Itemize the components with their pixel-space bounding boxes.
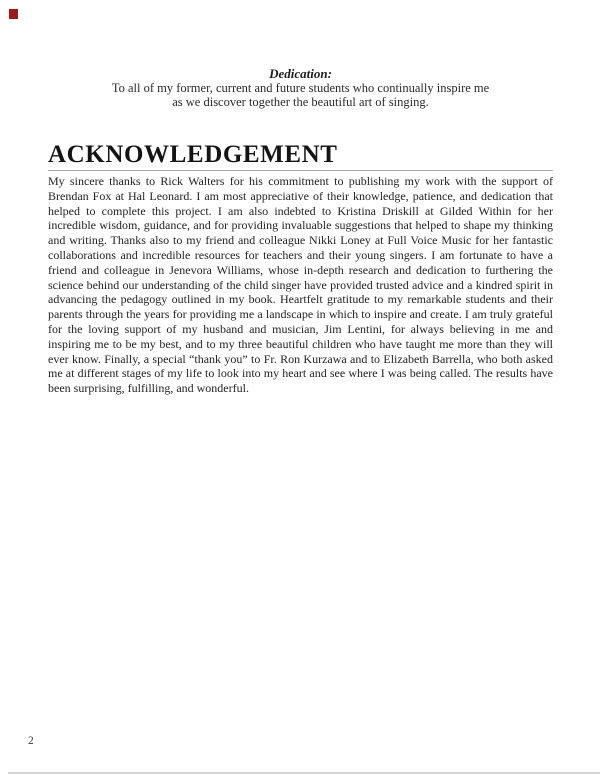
heading-rule [48, 170, 553, 171]
dedication-line: To all of my former, current and future students who continually inspire me [111, 81, 490, 95]
page-number: 2 [28, 735, 34, 747]
dedication-heading: Dedication: [269, 66, 332, 81]
acknowledgement-body: My sincere thanks to Rick Walters for his commitment to publishing my work with the support of Brendan Fox at Hal Leonard. I am most appreciative of their knowledge, patience, and dedication that helped to complete this project. I am also indebted to Kristina Driskill at Gilded Within for her incredible wisdom, guidance, and for providing invaluable suggestions that helped to shape my thinking and writing. Thanks also to my friend and colleague Nikki Loney at Full Voice Music for her fantastic collaborations and incredible resources for teachers and their young singers. I am fortunate to have a friend and colleague in Jenevora Williams, whose in-depth research and dedication to furthering the science behind our understanding of the child singer have provided trusted advice and a kindred spirit in advancing the pedagogy outlined in my book. Heartfelt gratitude to my remarkable students and their parents through the years for providing me a landscape in which to inspire and create. I am truly grateful for the loving support of my husband and musician, Jim Lentini, for always believing in me and inspiring me to be my best, and to my three beautiful children who have taught me more than they will ever know. Finally, a special “thank you” to Fr. Ron Kurzawa and to Elizabeth Barrella, who both asked me at different stages of my life to look into my heart and see where I was being called. The results have been surprising, fulfilling, and wonderful. [48, 174, 553, 396]
dedication-section [48, 66, 553, 110]
bottom-edge-line [8, 772, 600, 774]
dedication-line: as we discover together the beautiful art of singing. [172, 94, 429, 109]
acknowledgement-heading: ACKNOWLEDGEMENT [48, 141, 338, 168]
red-corner-mark [9, 9, 18, 19]
